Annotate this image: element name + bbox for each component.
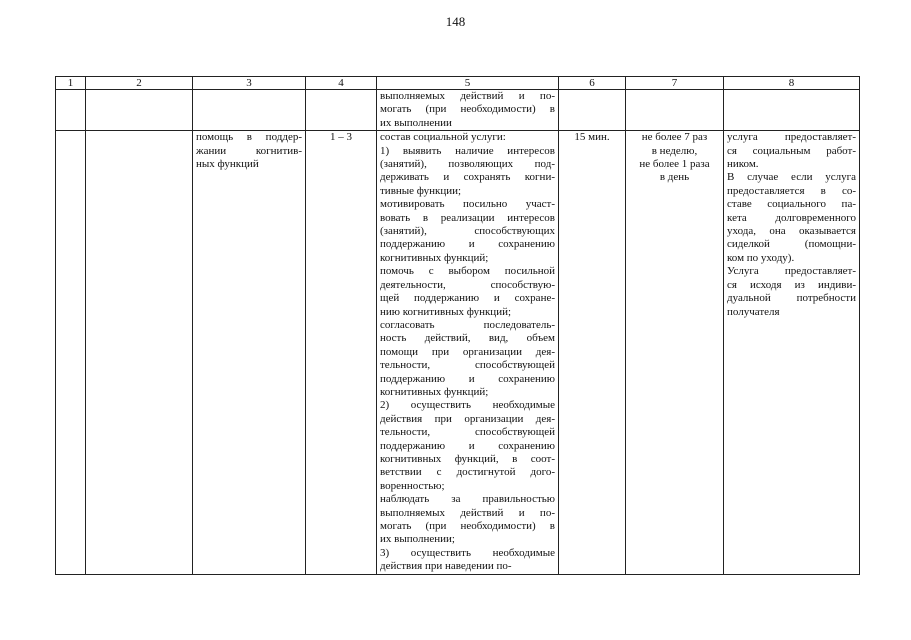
cell-duration: 15 мин. <box>559 131 626 574</box>
text-line: 2) осуществить необходимые <box>380 399 555 412</box>
text-line: услуга предоставляет- <box>727 131 856 144</box>
text-line: когнитивных функций; <box>380 251 489 264</box>
text-line: поддержанию и сохранению <box>380 439 555 452</box>
column-number-1: 1 <box>56 77 86 90</box>
text-line: (занятий), способствующих <box>380 225 555 238</box>
text-line: ветствии с достигнутой дого- <box>380 466 555 479</box>
text-line: действия при наведении по- <box>380 560 512 573</box>
text-line: ся социальным работ- <box>727 144 856 157</box>
cell-empty <box>86 131 193 574</box>
cell-empty <box>56 90 86 131</box>
text-line: состав социальной услуги: <box>380 131 506 144</box>
column-number-6: 6 <box>559 77 626 90</box>
text-line: тельности, способствующей <box>380 359 555 372</box>
text-line: когнитивных функций; <box>380 385 489 398</box>
cell-empty <box>86 90 193 131</box>
text-line: ставе социального па- <box>727 198 856 211</box>
text-line: тивные функции; <box>380 184 462 197</box>
cell-notes <box>724 131 860 574</box>
text-line: выполняемых действий и по- <box>380 506 555 519</box>
cell-frequency-range: 1 – 3 <box>306 131 377 574</box>
text-line: не более 1 раза <box>639 158 710 171</box>
text-line: в день <box>659 171 690 184</box>
column-number-4: 4 <box>306 77 377 90</box>
text-line: их выполнении; <box>380 533 455 546</box>
text-line: 1) выявить наличие интересов <box>380 144 555 157</box>
cell-empty <box>724 90 860 131</box>
text-line: ных функций <box>196 158 259 171</box>
text-line: дуальной потребности <box>727 292 856 305</box>
text-line: жании когнитив- <box>196 144 302 157</box>
table-row-continuation <box>56 90 860 131</box>
text-line: В случае если услуга <box>727 171 856 184</box>
cell-empty <box>193 90 306 131</box>
text-line: нию когнитивных функций; <box>380 305 512 318</box>
text-line: поддержанию и сохранению <box>380 372 555 385</box>
text-line: Услуга предоставляет- <box>727 265 856 278</box>
cell-periodicity <box>626 131 724 574</box>
column-number-3: 3 <box>193 77 306 90</box>
text-line: не более 7 раз <box>641 131 708 144</box>
text-line: щей поддержанию и сохране- <box>380 292 555 305</box>
text-line: ся исходя из индиви- <box>727 278 856 291</box>
text-line: воренностью; <box>380 479 445 492</box>
text-line: их выполнении <box>380 116 452 129</box>
text-line: поддержанию и сохранению <box>380 238 555 251</box>
cell-empty <box>626 90 724 131</box>
text-line: в неделю, <box>651 144 698 157</box>
text-line: выполняемых действий и по- <box>380 90 555 102</box>
text-line: кета долговременного <box>727 211 856 224</box>
cell-service-name <box>193 131 306 574</box>
text-line: помощи при организации дея- <box>380 345 555 358</box>
text-line: согласовать последователь- <box>380 318 555 331</box>
text-line: держивать и сохранять когни- <box>380 171 555 184</box>
column-number-7: 7 <box>626 77 724 90</box>
text-line: получателя <box>727 305 780 318</box>
column-number-2: 2 <box>86 77 193 90</box>
text-line: помочь с выбором посильной <box>380 265 555 278</box>
text-line: тельности, способствующей <box>380 426 555 439</box>
cell-empty <box>56 131 86 574</box>
text-line: могать (при необходимости) в <box>380 520 555 532</box>
services-table <box>55 76 860 575</box>
column-number-8: 8 <box>724 77 860 90</box>
text-line: ком по уходу). <box>727 251 795 264</box>
text-line: наблюдать за правильностью <box>380 493 555 506</box>
text-line: когнитивных функций, в соот- <box>380 452 555 465</box>
text-line: мотивировать посильно участ- <box>380 198 555 211</box>
column-number-row <box>56 77 860 90</box>
text-line: действия при организации дея- <box>380 412 555 425</box>
cell-empty <box>306 90 377 131</box>
text-line: ность действий, вид, объем <box>380 332 555 345</box>
text-line: могать (при необходимости) в <box>380 103 555 116</box>
text-line: деятельности, способствую- <box>380 278 555 291</box>
text-line: предоставляется в со- <box>727 184 856 197</box>
text-line: помощь в поддер- <box>196 131 302 144</box>
text-line: 3) осуществить необходимые <box>380 546 555 559</box>
column-number-5: 5 <box>377 77 559 90</box>
text-line: сиделкой (помощни- <box>727 238 856 251</box>
text-line: вовать в реализации интересов <box>380 211 555 224</box>
cell-service-composition <box>377 131 559 574</box>
text-line: (занятий), позволяющих под- <box>380 158 555 171</box>
table-row-cognitive-support <box>56 131 860 574</box>
cell-empty <box>559 90 626 131</box>
text-line: ником. <box>727 158 759 171</box>
text-line: ухода, она оказывается <box>727 225 856 238</box>
page-number: 148 <box>445 14 466 29</box>
cell-actions-continued <box>377 90 559 131</box>
